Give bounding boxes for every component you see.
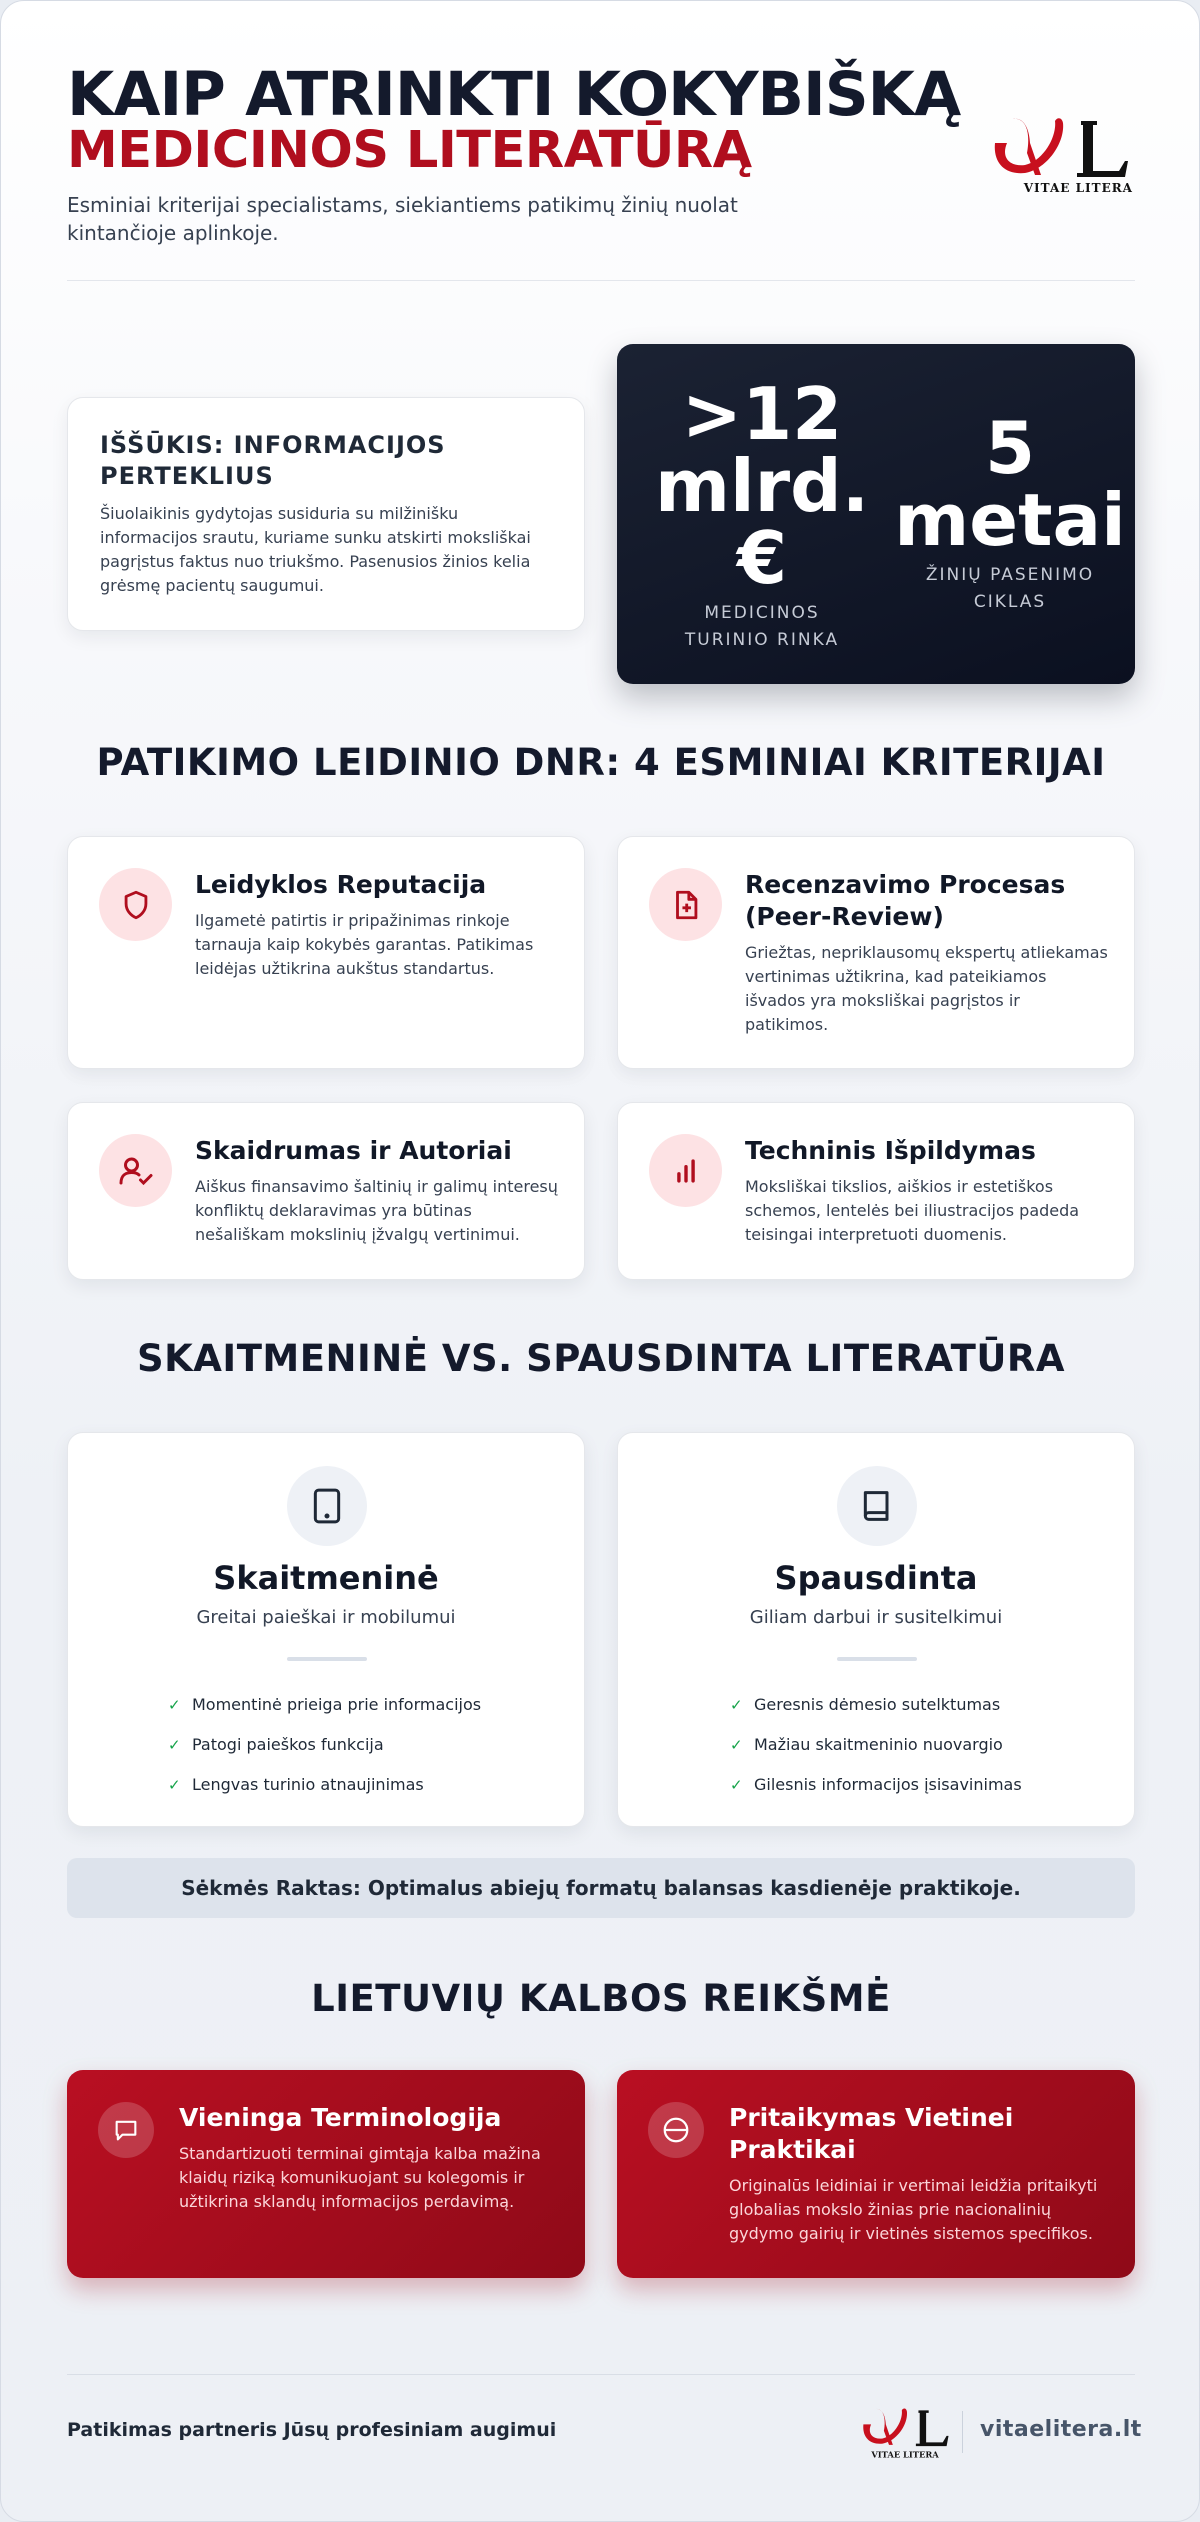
stat-label: MEDICINOS TURINIO RINKA [684, 603, 840, 650]
book-icon [837, 1466, 917, 1546]
format-card-print [617, 1432, 1135, 1827]
format-points [618, 1685, 1134, 1805]
format-subtitle: Greitai paieškai ir mobilumui [196, 1607, 456, 1628]
stat-knowledge-cycle [885, 406, 1135, 616]
stat-value: 5 metai [894, 406, 1126, 562]
page-subtitle: Esminiai kriterijai specialistams, siekiantiems patikimų žinių nuolat kintančioje aplinkoje. [67, 193, 738, 245]
check-icon: ✓ [730, 1696, 743, 1714]
format-title: Spausdinta [774, 1559, 978, 1597]
tablet-icon [287, 1466, 367, 1546]
message-icon [98, 2102, 154, 2158]
footer-tagline: Patikimas partneris Jūsų profesiniam augimui [67, 2419, 557, 2441]
language-title: Vieninga Terminologija [179, 2103, 502, 2132]
format-card-digital [67, 1432, 585, 1827]
divider [287, 1657, 367, 1661]
language-text: Standartizuoti terminai gimtąja kalba mažina klaidų riziką komunikuojant su kolegomis ir užtikrina sklandų informacijos perdavimą. [179, 2144, 541, 2211]
criterion-title: Leidyklos Reputacija [195, 870, 487, 899]
formats-heading: SKAITMENINĖ VS. SPAUSDINTA LITERATŪRA [136, 1337, 1066, 1380]
page-title-line2: MEDICINOS LITERATŪRĄ [67, 121, 752, 180]
criterion-card-transparency [67, 1102, 585, 1280]
footer-separator [962, 2411, 963, 2453]
language-text: Originalūs leidiniai ir vertimai leidžia pritaikyti globalias mokslo žinias prie nacionalinių gydymo gairių ir vietinės sistemos specifikos. [729, 2176, 1098, 2243]
criterion-card-reputation [67, 836, 585, 1069]
challenge-title: IŠŠŪKIS: INFORMACIJOS PERTEKLIUS [100, 431, 446, 490]
stat-value: >12 mlrd. € [654, 372, 870, 600]
svg-text:VITAE LITERA: VITAE LITERA [871, 2449, 939, 2460]
list-item: ✓ Geresnis dėmesio sutelktumas [730, 1685, 1134, 1725]
challenge-card [67, 397, 585, 631]
list-item: ✓ Gilesnis informacijos įsisavinimas [730, 1765, 1134, 1805]
language-title: Pritaikymas Vietinei Praktikai [729, 2103, 1014, 2164]
divider [837, 1657, 917, 1661]
challenge-text: Šiuolaikinis gydytojas susiduria su milžinišku informacijos srautu, kuriame sunku atskirti moksliškai pagrįstus faktus nuo triukšmo. Pasenusios žinios kelia grėsmę pacientų saugumui. [100, 504, 531, 595]
criterion-title: Recenzavimo Procesas (Peer-Review) [745, 870, 1066, 931]
language-heading: LIETUVIŲ KALBOS REIKŠMĖ [311, 1977, 891, 2020]
check-icon: ✓ [168, 1696, 181, 1714]
check-icon: ✓ [168, 1736, 181, 1754]
criterion-card-peer-review [617, 836, 1135, 1069]
footer [67, 2374, 1142, 2484]
criterion-text: Ilgametė patirtis ir pripažinimas rinkoje tarnauja kaip kokybės garantas. Patikimas leidėjas užtikrina aukštus standartus. [195, 911, 534, 978]
user-check-icon [99, 1134, 172, 1207]
check-icon: ✓ [168, 1776, 181, 1794]
bar-chart-icon [649, 1134, 722, 1207]
criterion-title: Techninis Išpildymas [745, 1136, 1036, 1165]
language-card-terminology [67, 2070, 585, 2278]
key-message-bar: Sėkmės Raktas: Optimalus abiejų formatų balansas kasdienėje praktikoje. [67, 1858, 1135, 1918]
check-icon: ✓ [730, 1736, 743, 1754]
criterion-title: Skaidrumas ir Autoriai [195, 1136, 512, 1165]
vitae-litera-logo-small [857, 2405, 953, 2463]
criteria-heading: PATIKIMO LEIDINIO DNR: 4 ESMINIAI KRITERIJAI [96, 741, 1106, 784]
list-item: ✓ Lengvas turinio atnaujinimas [168, 1765, 584, 1805]
language-card-local-practice [617, 2070, 1135, 2278]
format-title: Skaitmeninė [213, 1559, 439, 1597]
logo-wordmark: VITAE LITERA [1023, 181, 1133, 195]
criterion-text: Moksliškai tikslios, aiškios ir estetiškos schemos, lentelės bei iliustracijos padeda teisingai interpretuoti duomenis. [745, 1177, 1080, 1244]
list-item: ✓ Patogi paieškos funkcija [168, 1725, 584, 1765]
shield-icon [99, 868, 172, 941]
stat-label: ŽINIŲ PASENIMO CIKLAS [925, 565, 1095, 612]
header [67, 59, 1135, 281]
footer-website-link[interactable]: vitaelitera.lt [980, 2417, 1142, 2442]
format-points [68, 1685, 584, 1805]
criterion-text: Aiškus finansavimo šaltinių ir galimų interesų konfliktų deklaravimas yra būtinas nešališkam mokslinių įžvalgų vertinimui. [195, 1177, 558, 1244]
file-plus-icon [649, 868, 722, 941]
format-subtitle: Giliam darbui ir susitelkimui [749, 1607, 1003, 1628]
criterion-card-technical [617, 1102, 1135, 1280]
criterion-text: Griežtas, nepriklausomų ekspertų atliekamas vertinimas užtikrina, kad pateikiamos išvados yra moksliškai pagrįstos ir patikimos. [745, 943, 1108, 1034]
check-icon: ✓ [730, 1776, 743, 1794]
minus-circle-icon [648, 2102, 704, 2158]
list-item: ✓ Mažiau skaitmeninio nuovargio [730, 1725, 1134, 1765]
list-item: ✓ Momentinė prieiga prie informacijos [168, 1685, 584, 1725]
page-title-line1: KAIP ATRINKTI KOKYBIŠKĄ [67, 59, 961, 130]
stats-card [617, 344, 1135, 684]
stat-market-size [637, 372, 887, 654]
